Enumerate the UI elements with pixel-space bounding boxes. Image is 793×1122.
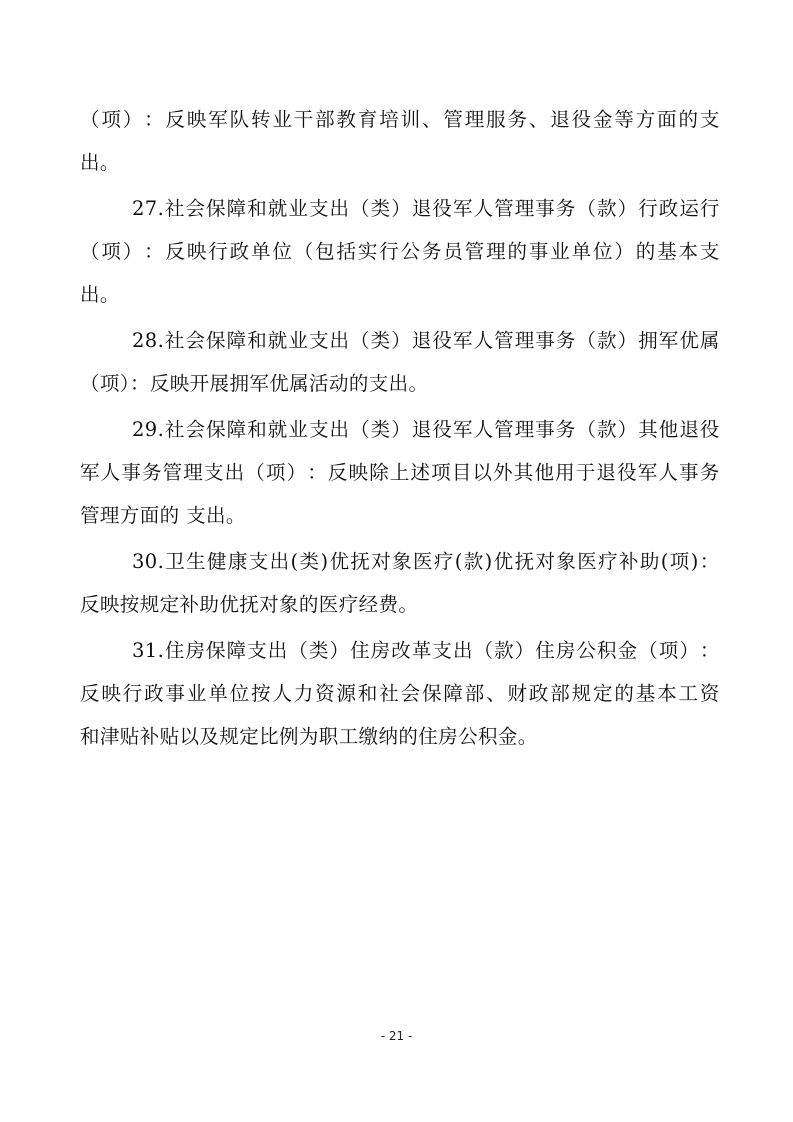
text-line: 27. 社 会 保 障 和 就 业 支 出 （ 类 ） 退 役 军 人 管 理 事 务 （ 款 ） 行 政 运 行 — [132, 197, 720, 220]
text-line: 29. 社 会 保 障 和 就 业 支 出 （ 类 ） 退 役 军 人 管 理 事 务 （ 款 ） 其 他 退 役 — [132, 418, 720, 441]
text-line: 和津贴补贴以及规定比例为职工缴纳的住房公积金。 — [80, 725, 538, 748]
text-line: 反 映 行 政 事 业 单 位 按 人 力 资 源 和 社 会 保 障 部 、 财 政 部 规 定 的 基 本 工 资 — [80, 682, 720, 705]
text-line: 30. 卫 生 健 康 支 出 ( 类 ) 优 抚 对 象 医 疗 ( 款 ) 优 抚 对 象 医 疗 补 助 ( 项 ) ： — [132, 550, 720, 573]
paragraph-item-30 — [80, 540, 720, 626]
text-line: 31. 住 房 保 障 支 出 （ 类 ） 住 房 改 革 支 出 （ 款 ） 住 房 公 积 金 （ 项 ） ： — [132, 639, 720, 662]
text-line: 出。 — [80, 283, 120, 306]
paragraph-item-28 — [80, 319, 720, 405]
text-line: 反映按规定补助优抚对象的医疗经费。 — [80, 593, 419, 616]
text-line: 出。 — [80, 151, 120, 174]
text-line: 28. 社 会 保 障 和 就 业 支 出 （ 类 ） 退 役 军 人 管 理 事 务 （ 款 ） 拥 军 优 属 — [132, 329, 720, 352]
text-line: （ 项 ） ： 反 映 军 队 转 业 干 部 教 育 培 训 、 管 理 服 务 、 退 役 金 等 方 面 的 支 — [80, 108, 720, 131]
paragraph-item-31 — [80, 629, 720, 758]
text-line: （ 项 ） ： 反 映 行 政 单 位 （ 包 括 实 行 公 务 员 管 理 的 事 业 单 位 ） 的 基 本 支 — [80, 240, 720, 263]
text-line: 管理方面的 支出。 — [80, 504, 246, 527]
document-body — [80, 98, 720, 758]
paragraph-continuation — [80, 98, 720, 184]
paragraph-item-29 — [80, 408, 720, 537]
text-line: （项）：反映开展拥军优属活动的支出。 — [80, 372, 429, 395]
text-line: 军 人 事 务 管 理 支 出 （ 项 ） ： 反 映 除 上 述 项 目 以 外 其 他 用 于 退 役 军 人 事 务 — [80, 461, 720, 484]
paragraph-item-27 — [80, 187, 720, 316]
page-number: - 21 - — [380, 1029, 413, 1043]
